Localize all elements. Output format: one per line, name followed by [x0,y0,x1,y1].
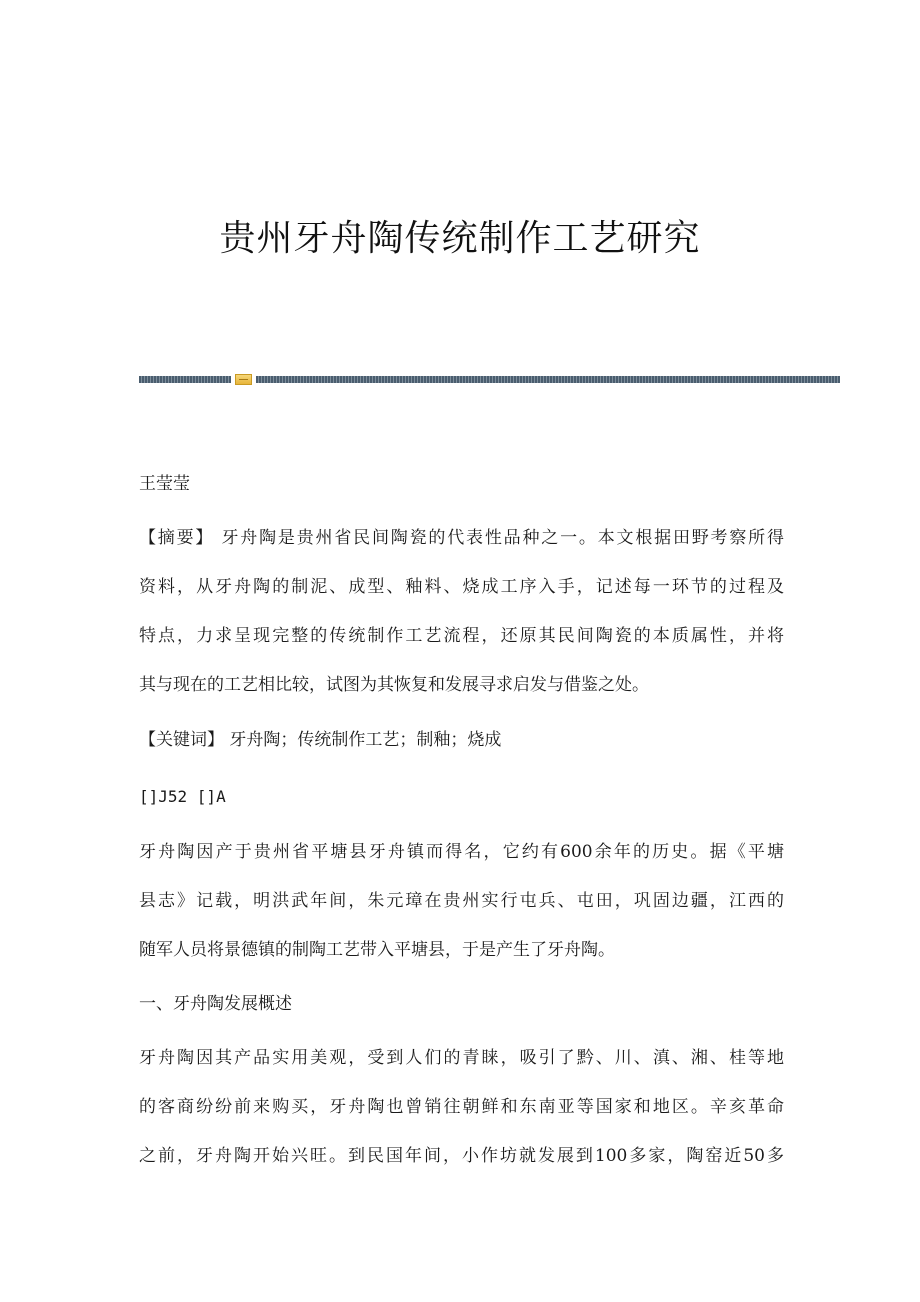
intro-line: 牙舟陶因产于贵州省平塘县牙舟镇而得名，它约有600余年的历史。据《平塘 [139,842,784,862]
abstract-line: 资料，从牙舟陶的制泥、成型、釉料、烧成工序入手，记述每一环节的过程及 [139,577,784,597]
abstract-line: 其与现在的工艺相比较，试图为其恢复和发展寻求启发与借鉴之处。 [139,675,649,695]
abstract-line: 特点，力求呈现完整的传统制作工艺流程，还原其民间陶瓷的本质属性，并将 [139,626,784,646]
intro-line: 随军人员将景德镇的制陶工艺带入平塘县，于是产生了牙舟陶。 [139,940,615,960]
section1-line: 之前，牙舟陶开始兴旺。到民国年间，小作坊就发展到100多家，陶窑近50多 [139,1146,784,1166]
divider-bar-left [139,376,231,383]
section-heading: 一、牙舟陶发展概述 [139,994,292,1014]
divider-bar-right [256,376,840,383]
abstract-line: 【摘要】 牙舟陶是贵州省民间陶瓷的代表性品种之一。本文根据田野考察所得 [139,528,784,548]
section1-line: 牙舟陶因其产品实用美观，受到人们的青睐，吸引了黔、川、滇、湘、桂等地 [139,1048,784,1068]
abstract-paragraph [139,526,784,697]
intro-paragraph [139,840,784,962]
intro-line: 县志》记载，明洪武年间，朱元璋在贵州实行屯兵、屯田，巩固边疆，江西的 [139,891,784,911]
document-title: 贵州牙舟陶传统制作工艺研究 [219,218,701,259]
divider-ornament-icon [235,374,252,385]
section1-line: 的客商纷纷前来购买，牙舟陶也曾销往朝鲜和东南亚等国家和地区。辛亥革命 [139,1097,784,1117]
author-name: 王莹莹 [139,474,190,494]
keywords: 【关键词】 牙舟陶；传统制作工艺；制釉；烧成 [139,730,502,750]
classification-code: []J52 []A [139,787,226,806]
section1-paragraph [139,1046,784,1168]
